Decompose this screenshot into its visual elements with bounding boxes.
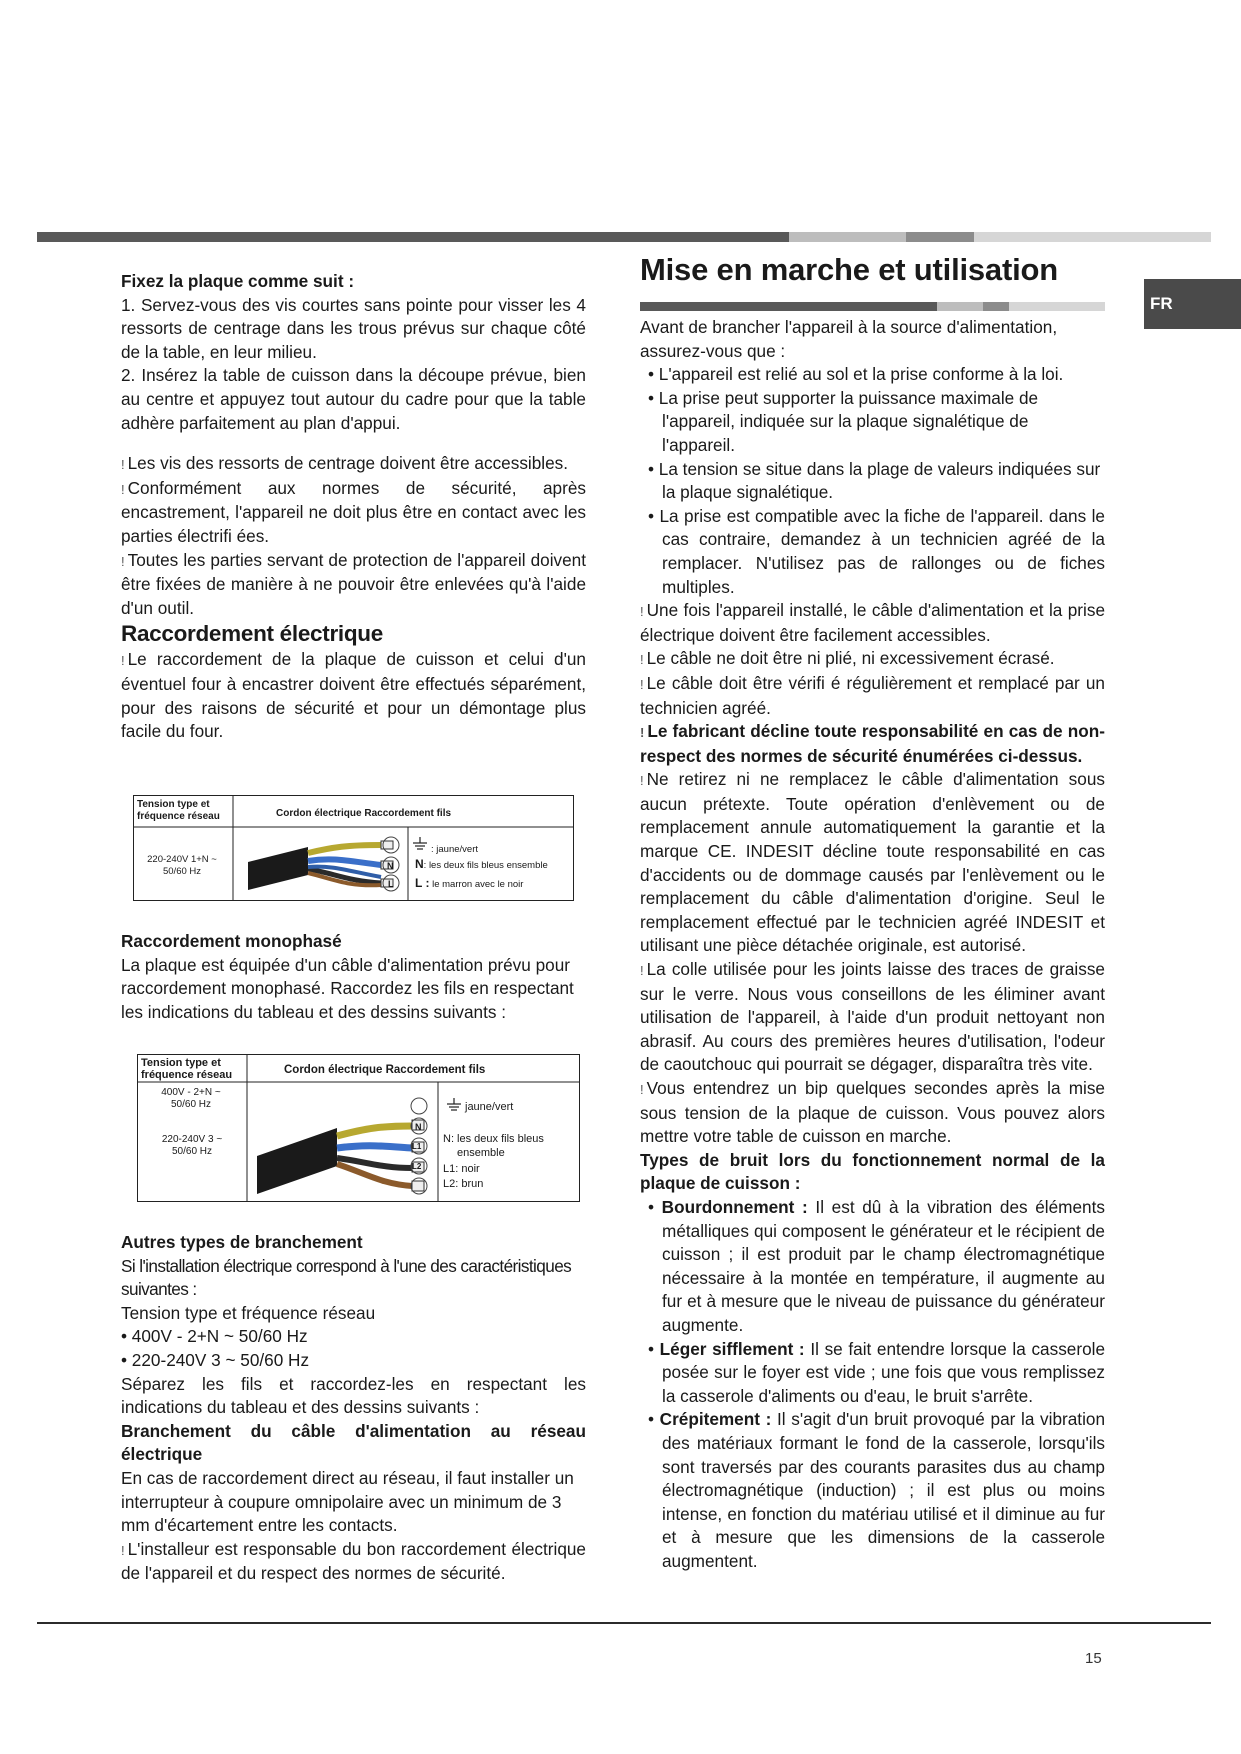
diagram1-header-tension: Tension type et fréquence réseau bbox=[137, 799, 220, 822]
warning-1: ! Les vis des ressorts de centrage doivent être accessibles. bbox=[121, 453, 569, 474]
header-bar-mid bbox=[906, 232, 974, 242]
footer-rule bbox=[37, 1622, 1211, 1624]
warning-icon: ! bbox=[121, 653, 125, 669]
warning-icon: ! bbox=[640, 773, 644, 789]
diagram2-term-n: N bbox=[415, 1122, 422, 1132]
warning-3: ! Toutes les parties servant de protection de l'appareil doivent être fixées de manière à ne pouvoir être enlevées qu'à l'aide d'un outil. bbox=[121, 549, 586, 618]
diagram2-earth-label: jaune/vert bbox=[465, 1101, 514, 1113]
warning-icon: ! bbox=[640, 604, 644, 620]
diagram2-n-label-2: ensemble bbox=[457, 1147, 505, 1159]
tension-label: Tension type et fréquence réseau bbox=[121, 1302, 376, 1323]
noise-3: • Crépitement : Il s'agit d'un bruit provoqué par la vibration des matériaux formant le fond de la casserole, lorsqu'ils sont traversés par des courants parasites dus au champ électromagnétique (induction) ; il est plus ou moins intense, en fonction du matériau utilisé et il diminue au fur et à mesure que les dimensions de la casserole augmentent. bbox=[648, 1409, 1106, 1571]
warning-icon: ! bbox=[640, 652, 644, 668]
diagram2-l1-label: L1: noir bbox=[443, 1163, 480, 1175]
diagram2-term-l1: L1 bbox=[412, 1142, 422, 1151]
left-column-mono bbox=[121, 930, 586, 1024]
autres-title: Autres types de branchement bbox=[121, 1232, 363, 1252]
diagram1-header-cordon: Cordon électrique Raccordement fils bbox=[276, 808, 452, 819]
bullet-4: • La prise est compatible avec la fiche de l'appareil. dans le cas contraire, demandez à un technicien agréé de la remplacer. N'utilisez pas de rallonges ou de fiches multiples. bbox=[648, 505, 1105, 597]
title-underline bbox=[640, 302, 1105, 311]
right-column bbox=[640, 316, 1105, 1573]
warning-icon: ! bbox=[121, 457, 125, 473]
monophase-text: La plaque est équipée d'un câble d'alimentation prévu pour raccordement monophasé. Raccordez les fils en respectant les indications du tableau et des dessins suivants : bbox=[121, 954, 574, 1022]
installateur-text: ! L'installeur est responsable du bon raccordement électrique de l'appareil et du respect des normes de sécurité. bbox=[121, 1538, 586, 1584]
diagram1-l-label: L : le marron avec le noir bbox=[415, 876, 524, 890]
warning-r4: ! Le fabricant décline toute responsabilité en cas de non-respect des normes de sécurité énumérées ci-dessus. bbox=[640, 721, 1105, 766]
raccordement-text: ! Le raccordement de la plaque de cuisson et celui d'un éventuel four à encastrer doivent être effectués séparément, pour des raisons de sécurité et pour un démontage plus facile du four. bbox=[121, 649, 586, 742]
bullet-1: • L'appareil est relié au sol et la prise conforme à la loi. bbox=[648, 364, 1064, 385]
diagram1-term-n: N bbox=[387, 861, 394, 871]
warning-r5: ! Ne retirez ni ne remplacez le câble d'alimentation sous aucun prétexte. Toute opération d'enlèvement ou de remplacement annule automatiquement la garantie et la marque CE. INDESIT décline toute responsabilité en cas d'accidents ou de dommage causés par l'enlèvement ou le remplacement du câble d'alimentation d'origine. Seul le remplacement effectué par le technicien agréé INDESIT et utilisant une pièce détachée originale, est autorisé. bbox=[640, 769, 1105, 956]
bullet-3: • La tension se situe dans la plage de valeurs indiquées sur la plaque signalétique. bbox=[648, 458, 1101, 503]
warning-icon: ! bbox=[640, 1082, 644, 1097]
noise-types-title: Types de bruit lors du fonctionnement normal de la plaque de cuisson : bbox=[640, 1149, 1105, 1194]
warning-r6: ! La colle utilisée pour les joints laisse des traces de graisse sur le verre. Nous vous conseillons de les éliminer avant utilisation de l'appareil, à l'aide d'un produit nettoyant non abrasif. Au cours des premières heures d'utilisation, l'odeur de caoutchouc qui pourrait se dégager, disparaîtra très vite. bbox=[640, 959, 1105, 1075]
page-number: 15 bbox=[1085, 1650, 1102, 1667]
noise-1: • Bourdonnement : Il est dû à la vibration des éléments métalliques qui composent le générateur et le récipient de cuisson ; il est produit par le champ électromagnétique nécessaire à la montée en température, il augmente au fur et à mesure que le niveau de puissance du générateur augmente. bbox=[648, 1196, 1105, 1335]
intro-text: Avant de brancher l'appareil à la source d'alimentation, assurez-vous que : bbox=[640, 317, 1058, 361]
monophase-title: Raccordement monophasé bbox=[121, 931, 342, 951]
warning-r2: ! Le câble ne doit être ni plié, ni excessivement écrasé. bbox=[640, 648, 1055, 669]
raccordement-title: Raccordement électrique bbox=[121, 621, 383, 647]
earth-icon bbox=[413, 837, 427, 849]
language-tab: FR bbox=[1144, 279, 1241, 329]
warning-r7: ! Vous entendrez un bip quelques secondes après la mise sous tension de la plaque de cuisson. Vous pouvez alors mettre votre table de cuisson en marche. bbox=[640, 1078, 1105, 1147]
warning-icon: ! bbox=[121, 553, 125, 569]
branchement-text: En cas de raccordement direct au réseau, il faut installer un interrupteur à coupure omnipolaire avec un minimum de 3 mm d'écartement entre les contacts. bbox=[121, 1467, 574, 1536]
warning-icon: ! bbox=[640, 676, 644, 692]
tension-2: • 220-240V 3 ~ 50/60 Hz bbox=[121, 1349, 310, 1370]
header-bar-pale bbox=[974, 232, 1211, 242]
step-1: 1. Servez-vous des vis courtes sans pointe pour visser les 4 ressorts de centrage dans les trous prévus sur chaque côté de la table, en leur milieu. bbox=[121, 294, 586, 362]
diagram1-term-l: L bbox=[388, 879, 394, 889]
section-title: Mise en marche et utilisation bbox=[640, 252, 1058, 287]
left-column bbox=[121, 270, 586, 744]
diagram2-l2-label: L2: brun bbox=[443, 1178, 484, 1190]
earth-icon bbox=[447, 1098, 461, 1110]
diagram2-n-label: N: les deux fils bleus bbox=[443, 1133, 544, 1145]
warning-2: ! Conformément aux normes de sécurité, après encastrement, l'appareil ne doit plus être en contact avec les parties électrifi ées. bbox=[121, 477, 586, 546]
tension-1: • 400V - 2+N ~ 50/60 Hz bbox=[121, 1326, 308, 1347]
fix-title: Fixez la plaque comme suit : bbox=[121, 271, 355, 291]
bullet-2: • La prise peut supporter la puissance maximale de l'appareil, indiquée sur la plaque signalétique de l'appareil. bbox=[648, 387, 1039, 455]
warning-r3: ! Le câble doit être vérifi é régulièrement et remplacé par un technicien agréé. bbox=[640, 672, 1105, 718]
left-column-bottom bbox=[121, 1231, 586, 1586]
branchement-title: Branchement du câble d'alimentation au réseau électrique bbox=[121, 1420, 586, 1465]
diagram2-term-l2: L2 bbox=[412, 1162, 422, 1171]
diagram1-n-label: N: les deux fils bleus ensemble bbox=[415, 857, 548, 871]
noise-2: • Léger sifflement : Il se fait entendre lorsque la casserole posée sur le foyer est vide ; une fois que vous remplissez la casserole d'aliments ou d'eau, le bruit s'arrête. bbox=[648, 1338, 1106, 1406]
diagram2-tension-1: 400V - 2+N ~ 50/60 Hz bbox=[161, 1087, 221, 1110]
autres-text: Si l'installation électrique correspond à l'une des caractéristiques suivantes : bbox=[121, 1255, 572, 1300]
warning-icon: ! bbox=[640, 963, 644, 979]
warning-icon: ! bbox=[121, 1542, 125, 1558]
warning-icon: ! bbox=[121, 481, 125, 497]
diagram1-tension: 220-240V 1+N ~ 50/60 Hz bbox=[147, 854, 217, 877]
header-bar-light bbox=[789, 232, 906, 242]
diagram2-header-cordon: Cordon électrique Raccordement fils bbox=[284, 1064, 486, 1076]
wiring-diagram-single-phase bbox=[133, 795, 574, 901]
diagram2-tension-2: 220-240V 3 ~ 50/60 Hz bbox=[161, 1134, 223, 1157]
step-2: 2. Insérez la table de cuisson dans la découpe prévue, bien au centre et appuyez tout autour du cadre pour que la table adhère parfaitement au plan d'appui. bbox=[121, 365, 586, 433]
header-bar-dark bbox=[37, 232, 789, 242]
separez-text: Séparez les fils et raccordez-les en respectant les indications du tableau et des dessins suivants : bbox=[121, 1373, 586, 1418]
wiring-diagram-multi-phase bbox=[137, 1054, 580, 1202]
diagram2-header-tension: Tension type et fréquence réseau bbox=[141, 1057, 233, 1081]
diagram1-earth-label: : jaune/vert bbox=[431, 844, 478, 855]
warning-r1: ! Une fois l'appareil installé, le câble d'alimentation et la prise électrique doivent être facilement accessibles. bbox=[640, 600, 1105, 645]
warning-icon: ! bbox=[640, 725, 645, 741]
